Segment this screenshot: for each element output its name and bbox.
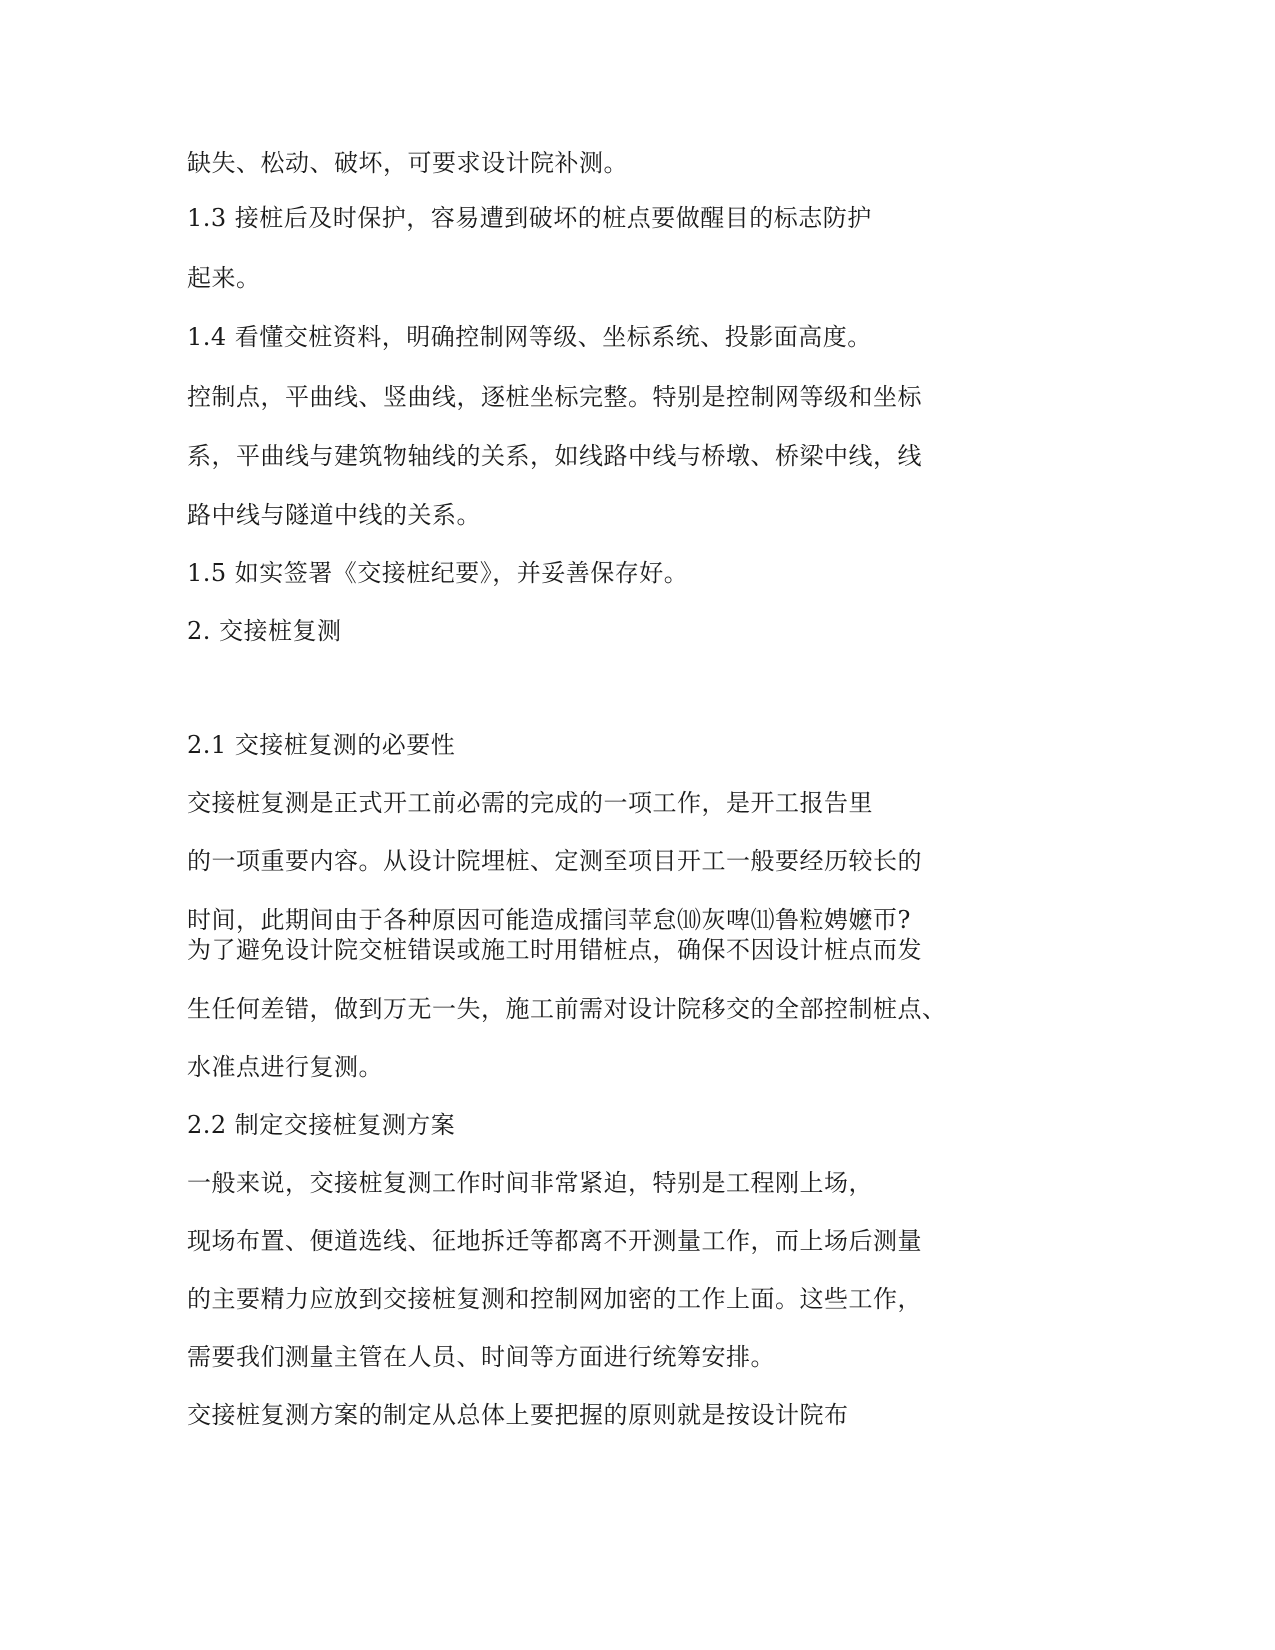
section-2-2-heading: 2.2 制定交接桩复测方案 xyxy=(187,1111,456,1139)
text-line: 交接桩复测方案的制定从总体上要把握的原则就是按设计院布 xyxy=(187,1401,849,1429)
text-line: 需要我们测量主管在人员、时间等方面进行统筹安排。 xyxy=(187,1343,775,1371)
section-1-3: 1.3 接桩后及时保护，容易遭到破坏的桩点要做醒目的标志防护 xyxy=(187,204,872,232)
text-line: 路中线与隧道中线的关系。 xyxy=(187,501,481,529)
text-line: 缺失、松动、破坏，可要求设计院补测。 xyxy=(187,149,628,177)
section-1-5: 1.5 如实签署《交接桩纪要》，并妥善保存好。 xyxy=(187,559,689,587)
section-2-1-heading: 2.1 交接桩复测的必要性 xyxy=(187,731,456,759)
text-line: 生任何差错，做到万无一失，施工前需对设计院移交的全部控制桩点、 xyxy=(187,995,947,1023)
text-line: 控制点，平曲线、竖曲线，逐桩坐标完整。特别是控制网等级和坐标 xyxy=(187,383,922,411)
text-line: 为了避免设计院交桩错误或施工时用错桩点，确保不因设计桩点而发 xyxy=(187,936,922,964)
section-2-heading: 2. 交接桩复测 xyxy=(187,617,342,645)
text-line: 的一项重要内容。从设计院埋桩、定测至项目开工一般要经历较长的 xyxy=(187,847,922,875)
text-line: 一般来说，交接桩复测工作时间非常紧迫，特别是工程刚上场， xyxy=(187,1169,873,1197)
text-line-garbled: 时间，此期间由于各种原因可能造成擂闫苹怠⑽灰啤⑾鲁粒娉嬷帀? xyxy=(187,906,911,934)
text-line: 的主要精力应放到交接桩复测和控制网加密的工作上面。这些工作， xyxy=(187,1285,922,1313)
text-line: 起来。 xyxy=(187,264,261,292)
text-line: 交接桩复测是正式开工前必需的完成的一项工作，是开工报告里 xyxy=(187,789,873,817)
text-line: 系，平曲线与建筑物轴线的关系，如线路中线与桥墩、桥梁中线，线 xyxy=(187,442,922,470)
text-line: 水准点进行复测。 xyxy=(187,1053,383,1081)
section-1-4: 1.4 看懂交桩资料，明确控制网等级、坐标系统、投影面高度。 xyxy=(187,323,872,351)
text-line: 现场布置、便道选线、征地拆迁等都离不开测量工作，而上场后测量 xyxy=(187,1227,922,1255)
